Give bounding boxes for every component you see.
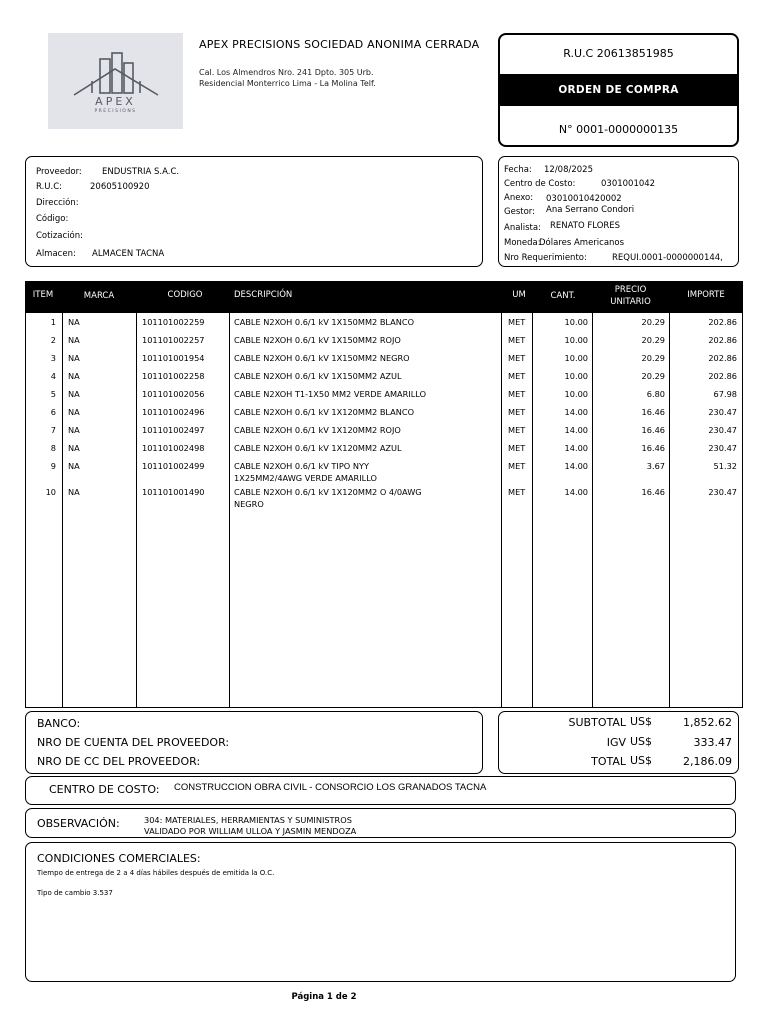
col-divider [136, 313, 137, 707]
col-item: ITEM [32, 290, 54, 300]
cell-item: 1 [50, 317, 56, 327]
svg-text:APEX: APEX [95, 95, 136, 108]
cell-brand: NA [68, 335, 80, 345]
cell-description: CABLE N2XOH 0.6/1 kV 1X120MM2 BLANCO [234, 407, 415, 417]
supplier-ruc-label: R.U.C: [36, 182, 63, 192]
annex-value: 03010010420002 [546, 194, 622, 204]
totals-box [498, 711, 739, 774]
building-logo-icon [48, 33, 183, 129]
cost-center-value: CONSTRUCCION OBRA CIVIL - CONSORCIO LOS GRANADOS TACNA [174, 782, 487, 793]
col-divider [532, 313, 533, 707]
col-code: CODIGO [167, 290, 203, 300]
company-logo [48, 33, 183, 129]
observation-box [25, 808, 736, 838]
cell-quantity: 10.00 [564, 353, 588, 363]
cell-unit-price: 20.29 [641, 353, 665, 363]
company-ruc: R.U.C 20613851985 [563, 47, 674, 60]
col-description: DESCRIPCIÓN [234, 290, 293, 300]
cell-amount: 202.86 [708, 317, 737, 327]
analyst-value: RENATO FLORES [550, 221, 621, 231]
cell-brand: NA [68, 425, 80, 435]
cell-amount: 51.32 [713, 461, 737, 471]
delivery-terms: Tiempo de entrega de 2 a 4 días hábiles después de emitida la O.C. [37, 869, 275, 877]
currency-label: Moneda: [504, 238, 541, 248]
cost-center-code-row [504, 179, 656, 189]
col-amount: IMPORTE [687, 290, 725, 300]
cell-unit-price: 16.46 [641, 407, 665, 417]
cell-description-line-2: NEGRO [234, 499, 264, 509]
bank-label: BANCO: [37, 717, 81, 730]
company-address [199, 67, 479, 89]
address-line-1: Cal. Los Almendros Nro. 241 Dpto. 305 Urb. [199, 68, 374, 77]
total-currency: US$ [629, 754, 652, 767]
supplier-ruc-row [36, 182, 150, 192]
cell-description: CABLE N2XOH 0.6/1 kV TIPO NYY [234, 461, 369, 471]
page-number: Página 1 de 2 [291, 992, 357, 1002]
cell-item: 6 [50, 407, 56, 417]
cell-amount: 202.86 [708, 335, 737, 345]
bank-box [25, 711, 483, 774]
cell-code: 101101002257 [142, 335, 205, 345]
col-divider [592, 313, 593, 707]
cell-amount: 230.47 [708, 407, 737, 417]
exchange-rate: Tipo de cambio 3.537 [37, 889, 113, 897]
supplier-ruc: 20605100920 [90, 182, 150, 192]
cell-quantity: 10.00 [564, 335, 588, 345]
cell-item: 10 [45, 487, 56, 497]
analyst-row [504, 221, 621, 233]
document-type: ORDEN DE COMPRA [500, 74, 737, 106]
total-value: 2,186.09 [683, 755, 732, 768]
order-info-box [498, 156, 739, 267]
cell-unit-price: 20.29 [641, 317, 665, 327]
cell-unit: MET [508, 371, 526, 381]
cost-center-label: CENTRO DE COSTO: [49, 783, 160, 796]
date-label: Fecha: [504, 165, 532, 175]
cell-quantity: 14.00 [564, 487, 588, 497]
supplier-address-label: Dirección: [36, 198, 79, 208]
cell-unit-price: 16.46 [641, 425, 665, 435]
manager-row [504, 205, 635, 217]
cell-unit: MET [508, 425, 526, 435]
company-name: APEX PRECISIONS SOCIEDAD ANONIMA CERRADA [199, 38, 480, 51]
conditions-box [25, 842, 736, 982]
cell-brand: NA [68, 317, 80, 327]
supplier-cc-label: NRO DE CC DEL PROVEEDOR: [37, 755, 201, 768]
address-line-2: Residencial Monterrico Lima - La Molina Telf. [199, 79, 376, 88]
observation-line-1: 304: MATERIALES, HERRAMIENTAS Y SUMINISTROS [144, 815, 352, 825]
supplier-box [25, 156, 483, 267]
cost-center-box [25, 776, 736, 805]
observation-label: OBSERVACIÓN: [37, 817, 120, 830]
supplier-row [36, 167, 180, 177]
currency-row [504, 238, 625, 248]
warehouse-row [36, 249, 165, 259]
date-value: 12/08/2025 [544, 165, 593, 175]
cell-unit: MET [508, 389, 526, 399]
cell-brand: NA [68, 487, 80, 497]
total-label: TOTAL [591, 755, 626, 768]
cell-quantity: 10.00 [564, 317, 588, 327]
igv-value: 333.47 [693, 736, 732, 749]
cell-unit: MET [508, 461, 526, 471]
ruc-box [498, 33, 739, 147]
svg-text:PRECISIONS: PRECISIONS [94, 109, 137, 114]
col-divider [229, 313, 230, 707]
supplier-code-label: Código: [36, 214, 69, 224]
col-unit-price-2: UNITARIO [610, 297, 651, 307]
cell-code: 101101002496 [142, 407, 205, 417]
cell-brand: NA [68, 461, 80, 471]
cell-item: 5 [50, 389, 56, 399]
cell-quantity: 14.00 [564, 443, 588, 453]
cell-quantity: 14.00 [564, 407, 588, 417]
currency-value: Dólares Americanos [539, 238, 625, 248]
cell-description: CABLE N2XOH 0.6/1 kV 1X120MM2 AZUL [234, 443, 402, 453]
col-divider [501, 313, 502, 707]
manager-value: Ana Serrano Condori [546, 205, 635, 215]
cell-code: 101101002258 [142, 371, 205, 381]
cell-amount: 202.86 [708, 353, 737, 363]
subtotal-label: SUBTOTAL [568, 716, 626, 729]
cell-amount: 230.47 [708, 443, 737, 453]
warehouse-label: Almacen: [36, 249, 76, 259]
table-header [26, 282, 742, 313]
cell-item: 9 [50, 461, 56, 471]
cell-code: 101101002056 [142, 389, 205, 399]
observation-line-2: VALIDADO POR WILLIAM ULLOA Y JASMIN MENDOZA [144, 826, 357, 836]
cell-brand: NA [68, 389, 80, 399]
requirement-row [504, 253, 723, 263]
supplier-quote-label: Cotización: [36, 231, 83, 241]
cell-unit-price: 3.67 [646, 461, 665, 471]
cell-code: 101101002499 [142, 461, 205, 471]
date-row [504, 165, 593, 175]
cell-item: 7 [50, 425, 56, 435]
cell-item: 2 [50, 335, 56, 345]
cell-code: 101101001954 [142, 353, 205, 363]
subtotal-value: 1,852.62 [683, 716, 732, 729]
cell-quantity: 14.00 [564, 425, 588, 435]
annex-row [504, 193, 622, 204]
col-unit: UM [512, 290, 526, 300]
cell-description: CABLE N2XOH 0.6/1 kV 1X150MM2 ROJO [234, 335, 401, 345]
cell-description: CABLE N2XOH 0.6/1 kV 1X120MM2 ROJO [234, 425, 401, 435]
manager-label: Gestor: [504, 207, 535, 217]
cell-item: 8 [50, 443, 56, 453]
supplier-name: ENDUSTRIA S.A.C. [102, 167, 180, 177]
cell-description: CABLE N2XOH 0.6/1 kV 1X150MM2 AZUL [234, 371, 402, 381]
igv-currency: US$ [629, 735, 652, 748]
cell-quantity: 14.00 [564, 461, 588, 471]
cell-quantity: 10.00 [564, 389, 588, 399]
cell-unit-price: 20.29 [641, 335, 665, 345]
cell-brand: NA [68, 353, 80, 363]
cell-amount: 230.47 [708, 487, 737, 497]
cell-brand: NA [68, 371, 80, 381]
document-number: N° 0001-0000000135 [558, 123, 679, 136]
cell-unit: MET [508, 317, 526, 327]
col-unit-price-1: PRECIO [614, 285, 647, 295]
cell-unit: MET [508, 335, 526, 345]
cell-brand: NA [68, 407, 80, 417]
cell-description: CABLE N2XOH 0.6/1 kV 1X150MM2 NEGRO [234, 353, 410, 363]
cell-unit: MET [508, 443, 526, 453]
cost-center-code-label: Centro de Costo: [504, 179, 576, 189]
col-quantity: CANT. [550, 291, 576, 301]
cell-amount: 202.86 [708, 371, 737, 381]
cell-unit-price: 16.46 [641, 487, 665, 497]
cell-unit-price: 20.29 [641, 371, 665, 381]
supplier-label: Proveedor: [36, 167, 82, 177]
cell-description: CABLE N2XOH 0.6/1 kV 1X150MM2 BLANCO [234, 317, 415, 327]
cell-unit-price: 6.80 [646, 389, 665, 399]
cell-unit: MET [508, 353, 526, 363]
cell-description: CABLE N2XOH T1-1X50 MM2 VERDE AMARILLO [234, 389, 427, 399]
analyst-label: Analista: [504, 223, 541, 233]
warehouse-value: ALMACEN TACNA [92, 249, 165, 259]
cell-item: 3 [50, 353, 56, 363]
annex-label: Anexo: [504, 193, 534, 203]
cell-code: 101101002498 [142, 443, 205, 453]
conditions-title: CONDICIONES COMERCIALES: [37, 852, 201, 865]
cell-brand: NA [68, 443, 80, 453]
col-brand: MARCA [83, 291, 115, 301]
observation-value [144, 815, 356, 837]
cell-code: 101101002259 [142, 317, 205, 327]
requirement-label: Nro Requerimiento: [504, 253, 587, 263]
supplier-account-label: NRO DE CUENTA DEL PROVEEDOR: [37, 736, 230, 749]
cell-amount: 230.47 [708, 425, 737, 435]
cell-unit-price: 16.46 [641, 443, 665, 453]
requirement-value: REQUI.0001-0000000144, [612, 253, 723, 263]
igv-label: IGV [606, 736, 626, 749]
cell-code: 101101002497 [142, 425, 205, 435]
cell-unit: MET [508, 487, 526, 497]
cell-unit: MET [508, 407, 526, 417]
cost-center-code: 0301001042 [601, 179, 656, 189]
cell-description: CABLE N2XOH 0.6/1 kV 1X120MM2 O 4/0AWG [234, 487, 422, 497]
cell-quantity: 10.00 [564, 371, 588, 381]
cell-amount: 67.98 [713, 389, 737, 399]
items-table [25, 281, 743, 708]
subtotal-currency: US$ [629, 715, 652, 728]
cell-item: 4 [50, 371, 56, 381]
cell-description-line-2: 1X25MM2/4AWG VERDE AMARILLO [234, 473, 377, 483]
cell-code: 101101001490 [142, 487, 205, 497]
col-divider [669, 313, 670, 707]
col-divider [62, 313, 63, 707]
